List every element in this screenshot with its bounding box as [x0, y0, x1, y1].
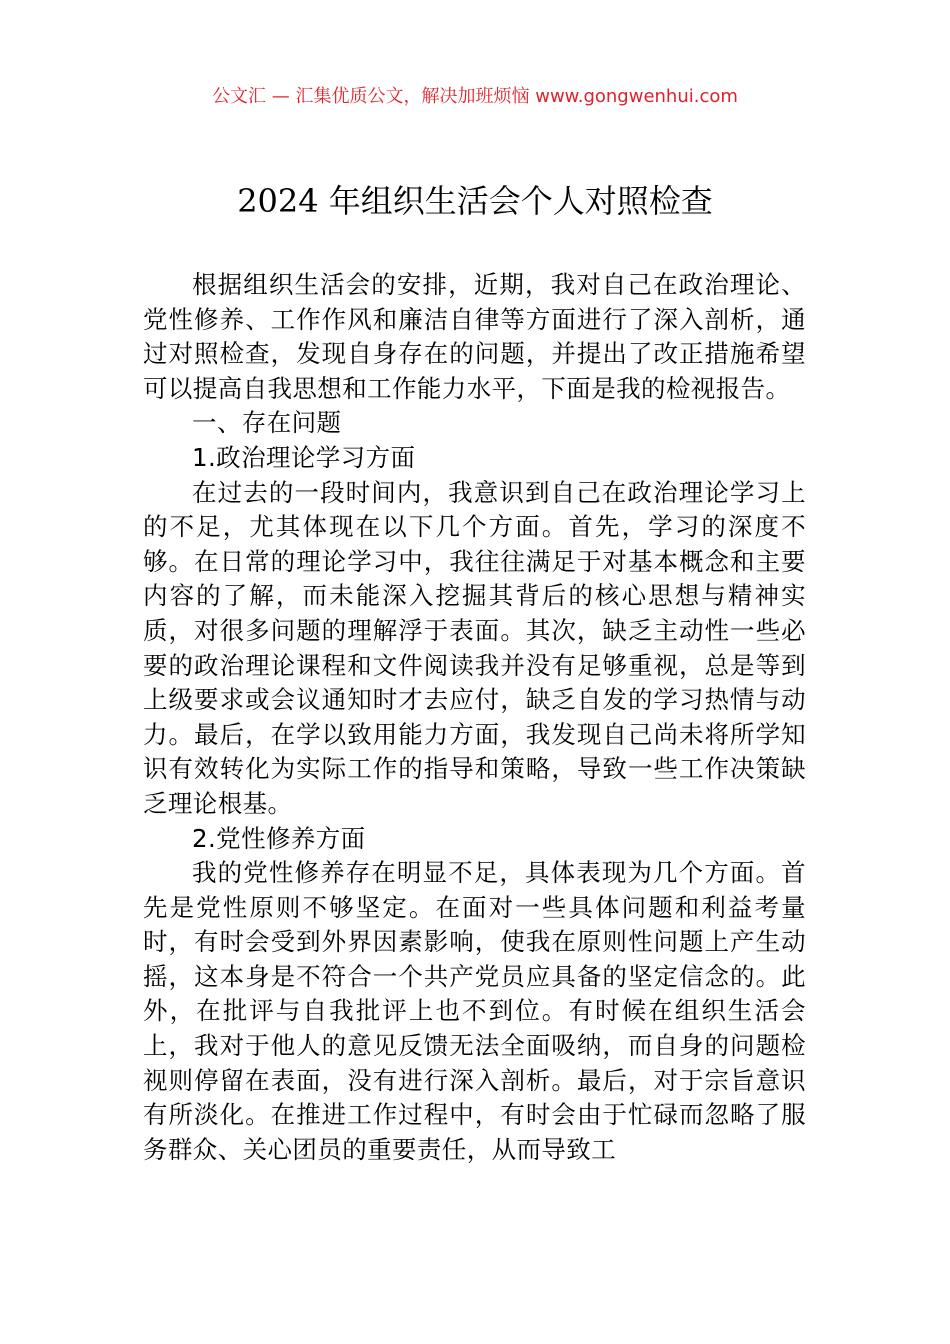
section-heading-problems: 一、存在问题	[192, 408, 342, 438]
document-body	[143, 268, 806, 1167]
party-spirit-paragraph: 我的党性修养存在明显不足，具体表现为几个方面。首先是党性原则不够坚定。在面对一些具体问题和利益考量时，有时会受到外界因素影响，使我在原则性问题上产生动摇，这本身是不符合一个共产党员应具备的坚定信念的。此外，在批评与自我批评上也不到位。有时候在组织生活会上，我对于他人的意见反馈无法全面吸纳，而自身的问题检视则停留在表面，没有进行深入剖析。最后，对于宗旨意识有所淡化。在推进工作过程中，有时会由于忙碌而忽略了服务群众、关心团员的重要责任，从而导致工	[143, 858, 806, 1164]
subsection-heading-political-theory: 1.政治理论学习方面	[192, 442, 416, 472]
subsection-heading-party-spirit: 2.党性修养方面	[192, 823, 366, 853]
document-title: 2024 年组织生活会个人对照检查	[237, 182, 713, 220]
political-theory-paragraph: 在过去的一段时间内，我意识到自己在政治理论学习上的不足，尤其体现在以下几个方面。首先，学习的深度不够。在日常的理论学习中，我往往满足于对基本概念和主要内容的了解，而未能深入挖掘其背后的核心思想与精神实质，对很多问题的理解浮于表面。其次，缺乏主动性一些必要的政治理论课程和文件阅读我并没有足够重视，总是等到上级要求或会议通知时才去应付，缺乏自发的学习热情与动力。最后，在学以致用能力方面，我发现自己尚未将所学知识有效转化为实际工作的指导和策略，导致一些工作决策缺乏理论根基。	[143, 477, 806, 818]
site-banner: 公文汇 — 汇集优质公文，解决加班烦恼 www.gongwenhui.com	[212, 86, 738, 107]
intro-paragraph: 根据组织生活会的安排，近期，我对自己在政治理论、党性修养、工作作风和廉洁自律等方面进行了深入剖析，通过对照检查，发现自身存在的问题，并提出了改正措施希望可以提高自我思想和工作能力水平，下面是我的检视报告。	[143, 270, 806, 403]
